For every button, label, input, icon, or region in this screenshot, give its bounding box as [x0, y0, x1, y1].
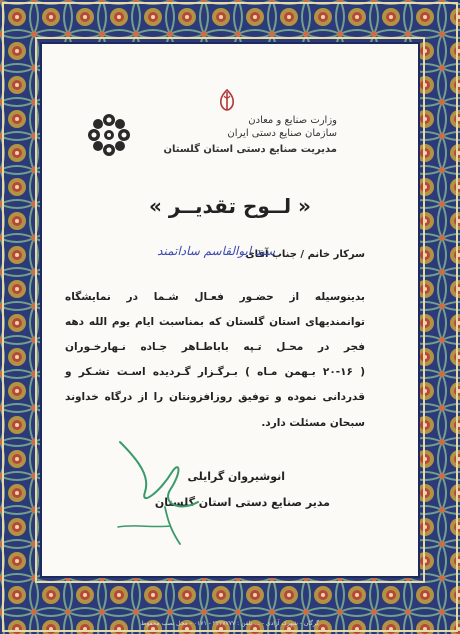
- department-name: مدیریت صنایع دستی استان گلستان: [163, 144, 337, 155]
- organization-name: سازمان صنایع دستی ایران: [227, 128, 337, 139]
- iran-emblem-icon: [216, 88, 238, 112]
- certificate-title: « لــوح تقدیــر »: [149, 194, 311, 218]
- salutation: سرکار خانم / جناب آقای: [245, 249, 365, 260]
- body-line-2: توانمندیهای استان گلستان که بمناسبت ایام یوم الله دهه: [65, 316, 365, 328]
- body-line-3: فجر در محـل تـپه باباطـاهر جـاده نـهارخـوران: [65, 341, 365, 353]
- footer-address: گرگان - شهرک آزادی - ... تلفن : ۲۲۲۷۷۷۷ - ۰۱۷۱ - محل نصب محفوظ: [140, 620, 320, 627]
- body-line-6: سبحان مسئلت دارد.: [261, 417, 365, 429]
- handicrafts-logo-icon: [84, 110, 134, 160]
- signer-name: انوشیروان گرایلی: [187, 470, 285, 483]
- body-line-5: قدردانی نموده و توفیق روزافزونتان را از درگاه خداوند: [65, 391, 365, 403]
- signer-title: مدیر صنایع دستی استان گلستان: [154, 496, 330, 509]
- handwritten-signature: [110, 432, 220, 552]
- body-line-4: ( ۲۰-۱۶ بـهمن مـاه ) بـرگـزار گـردیده اسـت تشـکر و: [65, 366, 365, 378]
- recipient-name: سید ابوالقاسم ساداتمند: [157, 244, 275, 258]
- body-line-1: بدینوسیله از حضـور فعـال شـما در نمایشگاه: [65, 291, 365, 303]
- ministry-name: وزارت صنایع و معادن: [248, 115, 337, 126]
